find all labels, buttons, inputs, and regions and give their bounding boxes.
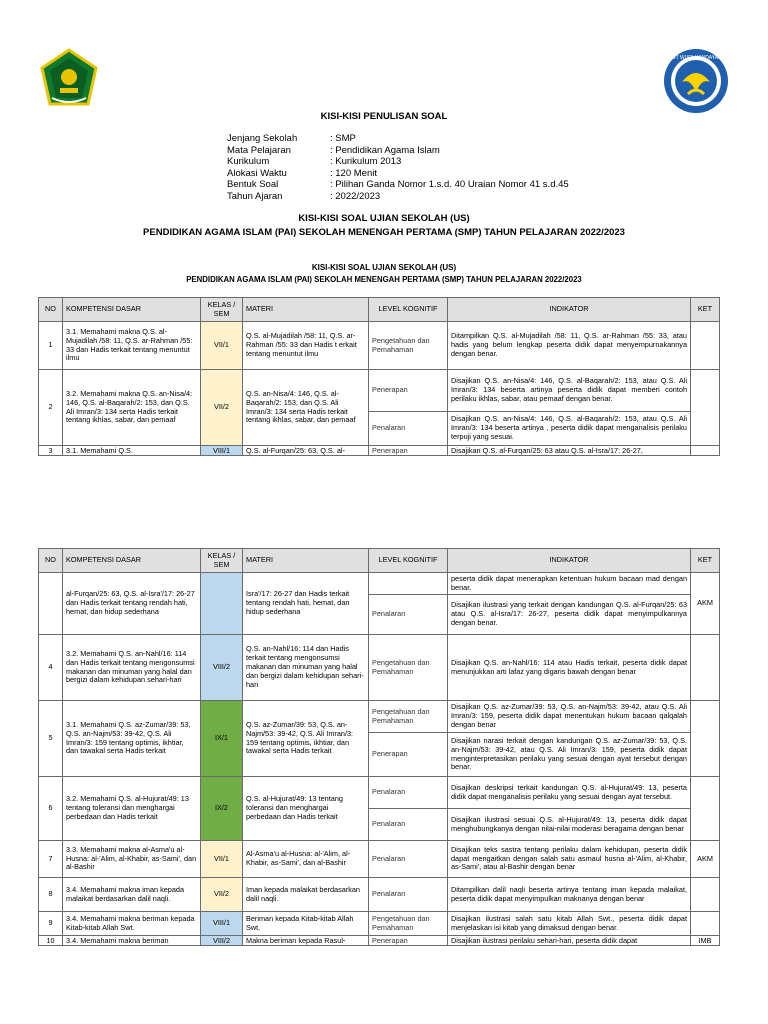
table-cell: Disajikan deskripsi terkait kandungan Q.S. al-Hujurat/49: 13, peserta didik dapat menganalisis perilaku yang sesuai dengan ayat tersebut.	[448, 777, 691, 809]
table-cell: Penerapan	[369, 370, 448, 412]
meta-text: : SMP	[330, 133, 356, 144]
table-cell: 3.1. Memahami makna Q.S. al-Mujadilah /58: 11, Q.S. ar-Rahman /55: 33 dan Hadis terkait tentang menuntut ilmu	[63, 322, 201, 370]
meta-text: : 2022/2023	[330, 190, 381, 202]
doc-title: KISI-KISI PENULISAN SOAL	[320, 111, 448, 122]
table-cell: 3.2. Memahami makna Q.S. an-Nisa/4: 146, Q.S. al-Baqarah/2: 153, dan Q.S. Ali Imran/3: 134 serta Hadis terkait tentang ikhlas, sabar, dan pemaaf	[63, 370, 201, 446]
table-cell: VII/1	[201, 841, 243, 878]
table-cell: Penerapan	[369, 936, 448, 946]
table-row	[39, 322, 720, 370]
table-cell: VIII/2	[201, 635, 243, 701]
kisi-table-page-1	[38, 297, 720, 456]
col-level-kognitif: LEVEL KOGNITIF	[369, 298, 448, 322]
table-cell: AKM	[691, 573, 720, 635]
table-cell	[691, 446, 720, 456]
table-cell: VII/1	[201, 322, 243, 370]
table-cell: Penalaran	[369, 595, 448, 635]
table-cell: Q.S. an-Nahl/16: 114 dan Hadis terkait tentang mengonsumsi makanan dan minuman yang halal dan bergizi dalam kehidupan sehari-hari	[243, 635, 369, 701]
table-header-row	[39, 549, 720, 573]
table-cell: 3.3. Memahami makna al-Asma'u al-Husna: al-'Alim, al-Khabir, as-Sami', dan al-Bashir	[63, 841, 201, 878]
table-cell: Pengetahuan dan Pemahaman	[369, 701, 448, 733]
table-cell: 3.4. Memahami makna beriman	[63, 936, 201, 946]
meta-text: : 120 Menit	[330, 167, 377, 179]
table-cell: Disajikan Q.S. an-Nisa/4: 146, Q.S. al-Baqarah/2: 153, atau Q.S. Ali Imran/3: 134 beserta artinya , peserta didik dapat menganalisis perilaku terpuji yang sesuai.	[448, 412, 691, 446]
table-cell: 9	[39, 912, 63, 936]
kisi-table-page-2	[38, 548, 720, 946]
table-cell: 10	[39, 936, 63, 946]
table-cell: 5	[39, 701, 63, 777]
table-cell: Penalaran	[369, 878, 448, 912]
table-row	[39, 936, 720, 946]
table-cell: 3.2. Memahami Q.S. an-Nahl/16: 114 dan Hadis terkait tentang mengonsumsi makanan dan minuman yang halal dan bergizi dalam kehidupan sehari-hari	[63, 635, 201, 701]
meta-text: Bentuk Soal	[227, 179, 279, 191]
table-cell: Disajikan narasi terkait dengan kandungan Q.S. az-Zumar/39: 53, Q.S. an-Najm/53: 39-42, atau Q.S. Ali Imran/3: 159, peserta didik dapat menginterpretasikan perilaku yang sesuai dengan ayat tersebut dengan benar.	[448, 733, 691, 777]
table-cell: Disajikan ilustrasi sesuai Q.S. al-Hujurat/49: 13, peserta didik dapat menghubungkanya dengan nilai-nilai moderasi beragama dengan benar	[448, 809, 691, 841]
table-cell: Iman kepada malaikat berdasarkan dalil naqli.	[243, 878, 369, 912]
table-cell: 6	[39, 777, 63, 841]
table-cell: Pengetahuan dan Pemahaman	[369, 635, 448, 701]
col-kelas-sem: KELAS / SEM	[201, 549, 243, 573]
table-cell: Disajikan ilustrasi yang terkait dengan kandungan Q.S. al-Furqan/25: 63 atau Q.S. al-Isra/17: 26-27, peserta didik dapat menyimpulkannya dengan benar.	[448, 595, 691, 635]
meta-row	[227, 179, 569, 191]
table-cell: VIII/2	[201, 936, 243, 946]
table-cell: 3.1. Memahami Q.S. az-Zumar/39: 53, Q.S. an-Najm/53: 39-42, Q.S. Ali Imran/3: 159 tentang optimis, ikhtiar, dan tawakal serta Hadis terkait	[63, 701, 201, 777]
table-cell: IMB	[691, 936, 720, 946]
tut-wuri-handayani-logo	[662, 48, 730, 114]
table-row	[39, 777, 720, 809]
meta-text: : Pendidikan Agama Islam	[330, 144, 440, 156]
table-cell: Al-Asma'u al-Husna: al-'Alim, al-Khabir, as-Sami', dan al-Bashir	[243, 841, 369, 878]
meta-block	[227, 133, 569, 203]
table-cell: Pengetahuan dan Pemahaman	[369, 912, 448, 936]
table-cell: Penalaran	[369, 777, 448, 809]
table-cell: Q.S. al-Hujurat/49: 13 tentang toleransi dan menghargai perbedaan dan Hadis terkait	[243, 777, 369, 841]
table-cell: Penalaran	[369, 841, 448, 878]
col-indikator: INDIKATOR	[448, 298, 691, 322]
table-cell: Ditampilkan Q.S. al-Mujadilah /58: 11, Q.S. ar-Rahman /55: 33, atau hadis yang belum lengkap peserta didik dapat menyempurnakannya dengan benar.	[448, 322, 691, 370]
table-cell: IX/2	[201, 777, 243, 841]
table-row	[39, 841, 720, 878]
table-cell	[691, 635, 720, 701]
table-cell: 3	[39, 446, 63, 456]
meta-text: Alokasi Waktu	[227, 167, 287, 179]
meta-row	[227, 133, 569, 145]
table-header-row	[39, 298, 720, 322]
table-cell: AKM	[691, 841, 720, 878]
meta-text: : Pilihan Ganda Nomor 1.s.d. 40 Uraian Nomor 41 s.d.45	[330, 179, 569, 191]
table-cell	[39, 573, 63, 635]
table-cell: Isra'/17: 26-27 dan Hadis terkait tentang rendah hati, hemat, dan hidup sederhana	[243, 573, 369, 635]
col-level-kognitif: LEVEL KOGNITIF	[369, 549, 448, 573]
table-cell: Q.S. al-Furqan/25: 63, Q.S. al-	[243, 446, 369, 456]
table-cell: 2	[39, 370, 63, 446]
table-cell: 8	[39, 878, 63, 912]
table-cell	[691, 912, 720, 936]
meta-text: Jenjang Sekolah	[227, 133, 298, 144]
table-cell: 3.2. Memahami Q.S. al-Hujurat/49: 13 tentang toleransi dan menghargai perbedaan dan Hadis terkait	[63, 777, 201, 841]
table-cell: VII/2	[201, 878, 243, 912]
meta-row	[227, 191, 569, 203]
table-cell: 7	[39, 841, 63, 878]
table-cell: 3.1. Memahami Q.S.	[63, 446, 201, 456]
table-row	[39, 573, 720, 595]
table-cell: VIII/1	[201, 912, 243, 936]
table-cell: Q.S. al-Mujadilah /58: 11, Q.S. ar-Rahman /55: 33 dan Hadis t erkait tentang menuntut ilmu	[243, 322, 369, 370]
table-cell: Disajikan teks sastra tentang perilaku dalam kehidupan, peserta didik dapat mengaitkan dengan salah satu asmaul husna al-'Alim, al-Khabir, as-Sami', atau al-Bashir dengan benar	[448, 841, 691, 878]
table-cell: Beriman kepada Kitab-kitab Allah Swt.	[243, 912, 369, 936]
table-cell: Penerapan	[369, 446, 448, 456]
table-cell: 3.4. Memahami makna iman kepada malaikat berdasarkan dalil naqli.	[63, 878, 201, 912]
meta-text: Mata Pelajaran	[227, 144, 291, 156]
col-kelas-sem: KELAS / SEM	[201, 298, 243, 322]
table-cell: Penalaran	[369, 412, 448, 446]
table-cell: Disajikan ilustrasi perilaku sehari-hari, peserta didik dapat	[448, 936, 691, 946]
table-cell	[201, 573, 243, 635]
table-cell: Disajikan Q.S. an-Nisa/4: 146, Q.S. al-Baqarah/2: 153, atau Q.S. Ali Imran/3: 134 beserta artinya peserta didik dapat memberi contoh perilaku ikhlas, sabar, atau pemaaf dengan benar.	[448, 370, 691, 412]
meta-row	[227, 168, 569, 180]
col-indikator: INDIKATOR	[448, 549, 691, 573]
table-cell	[691, 701, 720, 777]
table-cell: Penerapan	[369, 733, 448, 777]
table-cell: Makna beriman kepada Rasul-	[243, 936, 369, 946]
kemenag-logo	[38, 48, 100, 108]
meta-text: Tahun Ajaran	[227, 190, 283, 202]
table-cell	[369, 573, 448, 595]
table-row	[39, 370, 720, 412]
table-cell: Ditampilkan dalil naqli beserta artinya tentang iman kepada malaikat, peserta didik dapat menyimpulkan maknanya dengan benar	[448, 878, 691, 912]
heading-4: PENDIDIKAN AGAMA ISLAM (PAI) SEKOLAH MENENGAH PERTAMA (SMP) TAHUN PELAJARAN 2022/2023	[186, 275, 582, 284]
table-cell: Q.S. az-Zumar/39: 53, Q.S. an-Najm/53: 39-42, Q.S. Ali Imran/3: 159 tentang optimis, ikhtiar, dan tawakal serta Hadis terkait	[243, 701, 369, 777]
table-row	[39, 912, 720, 936]
table-row	[39, 635, 720, 701]
col-no: NO	[39, 298, 63, 322]
col-no: NO	[39, 549, 63, 573]
table-cell: peserta didik dapat menerapkan ketentuan hukum bacaan mad dengan benar.	[448, 573, 691, 595]
meta-text: Kurikulum	[227, 156, 270, 168]
heading-1: KISI-KISI SOAL UJIAN SEKOLAH (US)	[298, 213, 470, 224]
col-ket: KET	[691, 298, 720, 322]
col-materi: MATERI	[243, 298, 369, 322]
table-cell: Disajikan Q.S. al-Furqan/25: 63 atau Q.S. al-Isra/17: 26-27,	[448, 446, 691, 456]
heading-3: KISI-KISI SOAL UJIAN SEKOLAH (US)	[311, 263, 457, 272]
heading-2: PENDIDIKAN AGAMA ISLAM (PAI) SEKOLAH MENENGAH PERTAMA (SMP) TAHUN PELAJARAN 2022/2023	[143, 227, 625, 238]
table-cell: Disajikan Q.S. az-Zumar/39: 53, Q.S. an-Najm/53: 39-42, atau Q.S. Ali Imran/3: 159, peserta didik dapat menentukan hukum bacaan qalqalah dengan benar	[448, 701, 691, 733]
col-ket: KET	[691, 549, 720, 573]
meta-row	[227, 145, 569, 157]
table-cell	[691, 878, 720, 912]
table-row	[39, 878, 720, 912]
col-materi: MATERI	[243, 549, 369, 573]
table-row	[39, 701, 720, 733]
table-cell: VII/2	[201, 370, 243, 446]
col-kompetensi-dasar: KOMPETENSI DASAR	[63, 549, 201, 573]
table-cell: 1	[39, 322, 63, 370]
table-cell: Disajikan Q.S. an-Nahl/16: 114 atau Hadis terkait, peserta didik dapat menunjukkan arti lafaz yang digaris bawah dengan benar	[448, 635, 691, 701]
svg-text:TUT WURI HANDAYANI: TUT WURI HANDAYANI	[668, 55, 724, 61]
meta-text: : Kurikulum 2013	[330, 156, 402, 168]
meta-row	[227, 156, 569, 168]
table-cell: al-Furqan/25: 63, Q.S. al-Isra'/17: 26-27 dan Hadis terkait tentang rendah hati, hemat, dan hidup sederhana	[63, 573, 201, 635]
table-row	[39, 446, 720, 456]
table-cell: 3.4. Memahami makna beriman kepada Kitab-kitab Allah Swt.	[63, 912, 201, 936]
table-cell	[691, 777, 720, 841]
table-cell: Q.S. an-Nisa/4: 146, Q.S. al-Baqarah/2: 153, dan Q.S. Ali Imran/3: 134 serta Hadis terkait tentang ikhlas, sabar, dan pemaaf	[243, 370, 369, 446]
table-cell: Penalaran	[369, 809, 448, 841]
table-cell	[691, 370, 720, 446]
table-cell: Disajikan ilustrasi salah satu kitab Allah Swt., peserta didik dapat menjelaskan isi kitab yang dimaksud dengan benar.	[448, 912, 691, 936]
table-cell: Pengetahuan dan Pemahaman	[369, 322, 448, 370]
table-cell: VIII/1	[201, 446, 243, 456]
table-cell: IX/1	[201, 701, 243, 777]
col-kompetensi-dasar: KOMPETENSI DASAR	[63, 298, 201, 322]
table-cell	[691, 322, 720, 370]
table-cell: 4	[39, 635, 63, 701]
